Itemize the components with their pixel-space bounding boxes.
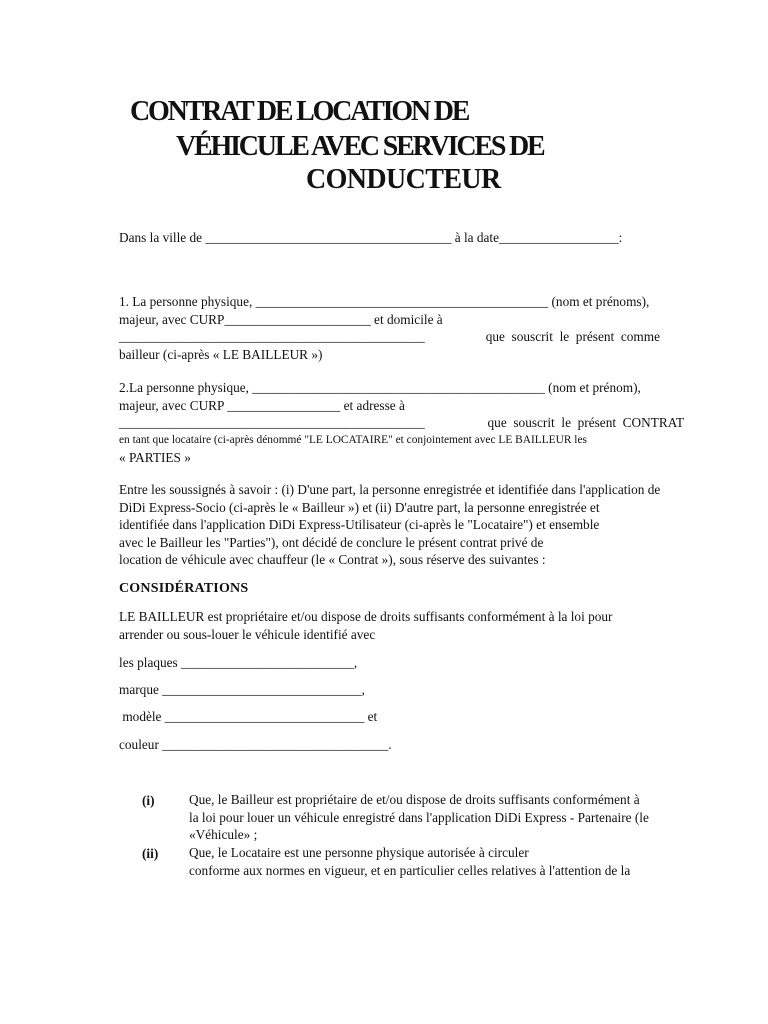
party2-line-3-text: que souscrit le présent CONTRAT bbox=[487, 415, 684, 430]
preamble-line-4: avec le Bailleur les "Parties"), ont décidé de conclure le présent contrat privé de bbox=[119, 535, 544, 550]
brand-field-line: marque ______________________________, bbox=[119, 682, 365, 697]
party2-line-2: majeur, avec CURP _________________ et adresse à bbox=[119, 398, 405, 413]
party2-line-5: « PARTIES » bbox=[119, 450, 191, 465]
preamble-line-5: location de véhicule avec chauffeur (le « Contrat »), sous réserve des suivantes : bbox=[119, 552, 546, 567]
party1-line-2: majeur, avec CURP______________________ et domicile à bbox=[119, 312, 443, 327]
considerations-para-line-1: LE BAILLEUR est propriétaire et/ou dispose de droits suffisants conformément à la loi pour bbox=[119, 609, 613, 624]
plates-field-line: les plaques __________________________, bbox=[119, 655, 358, 670]
considerations-para-line-2: arrender ou sous-louer le véhicule identifié avec bbox=[119, 627, 376, 642]
item-line: Que, le Bailleur est propriétaire de et/ou dispose de droits suffisants conformément à bbox=[189, 792, 640, 807]
preamble-line-3: identifiée dans l'application DiDi Express-Utilisateur (ci-après le "Locataire") et ensemble bbox=[119, 517, 600, 532]
color-field-line: couleur __________________________________. bbox=[119, 737, 392, 752]
city-date-line: Dans la ville de _____________________________________ à la date__________________: bbox=[119, 230, 623, 245]
title-line-1: CONTRAT DE LOCATION DE bbox=[130, 96, 469, 127]
item-number: (ii) bbox=[142, 846, 159, 861]
considerations-heading: CONSIDÉRATIONS bbox=[119, 581, 249, 596]
party1-line-1: 1. La personne physique, ____________________________________________ (nom et prénoms), bbox=[119, 294, 650, 309]
item-number: (i) bbox=[142, 793, 155, 808]
item-line: «Véhicule» ; bbox=[189, 827, 258, 842]
title-line-2: VÉHICULE AVEC SERVICES DE bbox=[176, 131, 544, 162]
party1-line-3 bbox=[119, 328, 660, 345]
model-field-line: modèle ______________________________ et bbox=[119, 709, 378, 724]
preamble-line-1: Entre les soussignés à savoir : (i) D'une part, la personne enregistrée et identifiée dans l'application de bbox=[119, 482, 661, 497]
party1-line-4: bailleur (ci-après « LE BAILLEUR ») bbox=[119, 347, 323, 362]
party1-line-3-blank: ______________________________________________ bbox=[119, 329, 425, 344]
title-line-3: CONDUCTEUR bbox=[306, 164, 501, 195]
party2-line-4: en tant que locataire (ci-après dénommé "LE LOCATAIRE" et conjointement avec LE BAILLEUR les bbox=[119, 434, 587, 446]
preamble-line-2: DiDi Express-Socio (ci-après le « Bailleur ») et (ii) D'autre part, la personne enregistrée et bbox=[119, 500, 600, 515]
item-line: Que, le Locataire est une personne physique autorisée à circuler bbox=[189, 845, 529, 860]
party1-line-3-text: que souscrit le présent comme bbox=[485, 329, 660, 344]
party2-line-3-blank: ______________________________________________ bbox=[119, 415, 425, 430]
item-line: conforme aux normes en vigueur, et en particulier celles relatives à l'attention de la bbox=[189, 862, 631, 878]
party2-line-3 bbox=[119, 414, 684, 431]
party2-line-1: 2.La personne physique, ____________________________________________ (nom et prénom), bbox=[119, 380, 641, 395]
item-line: la loi pour louer un véhicule enregistré dans l'application DiDi Express - Partenaire (le bbox=[189, 809, 649, 825]
